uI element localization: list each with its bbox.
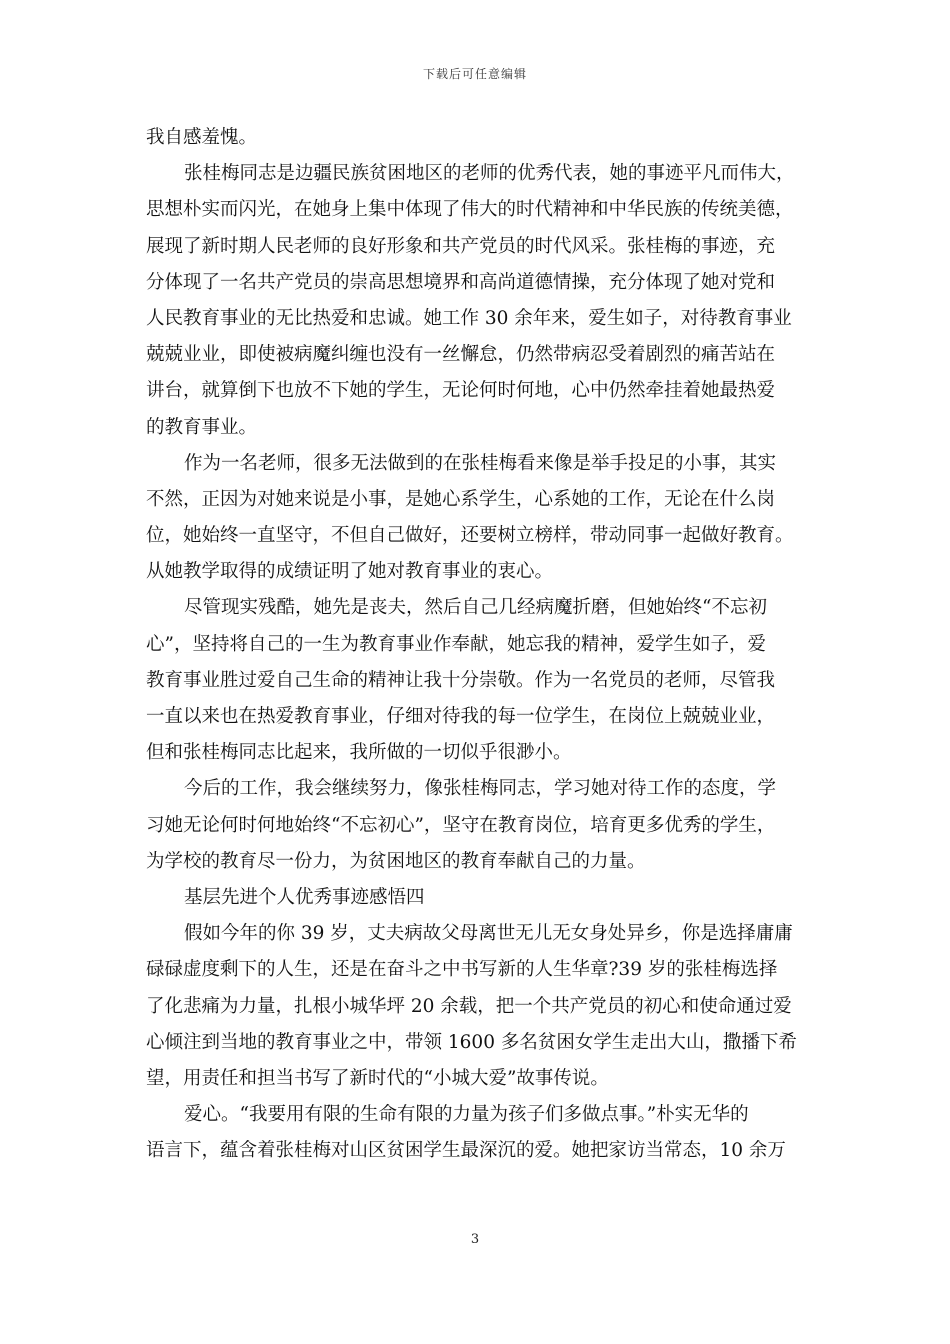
text-line: 从她教学取得的成绩证明了她对教育事业的衷心。 xyxy=(146,561,554,583)
paragraph-zhang-representative xyxy=(146,156,828,446)
text-line: 不然，正因为对她来说是小事，是她心系学生，心系她的工作，无论在什么岗 xyxy=(146,488,776,510)
text-line: 张桂梅同志是边疆民族贫困地区的老师的优秀代表，她的事迹平凡而伟大， xyxy=(184,163,795,185)
text-line: 语言下，蕴含着张桂梅对山区贫困学生最深沉的爱。她把家访当常态，10 余万 xyxy=(146,1140,786,1162)
text-line: 分体现了一名共产党员的崇高思想境界和高尚道德情操，充分体现了她对党和 xyxy=(146,271,776,293)
text-line: 爱心。“我要用有限的生命有限的力量为孩子们多做点事。”朴实无华的 xyxy=(184,1104,749,1126)
text-line: 兢兢业业，即使被病魔纠缠也没有一丝懈怠，仍然带病忍受着剧烈的痛苦站在 xyxy=(146,344,776,366)
text-line: 尽管现实残酷，她先是丧夫，然后自己几经病魔折磨，但她始终“不忘初 xyxy=(184,597,767,619)
paragraph-future-work xyxy=(146,771,828,880)
paragraph-harsh-reality xyxy=(146,590,828,771)
paragraph-if-you-were-39 xyxy=(146,916,828,1097)
text-line: 我自感羞愧。 xyxy=(146,127,258,148)
text-line: 习她无论何时何地始终“不忘初心”，坚守在教育岗位，培育更多优秀的学生， xyxy=(146,814,776,836)
text-line: 为学校的教育尽一份力，为贫困地区的教育奉献自己的力量。 xyxy=(146,850,646,872)
text-line: 人民教育事业的无比热爱和忠诚。她工作 30 余年来，爱生如子，对待教育事业 xyxy=(146,307,792,329)
section-heading xyxy=(146,880,828,916)
text-line: 的教育事业。 xyxy=(146,416,258,438)
text-line: 位，她始终一直坚守，不但自己做好，还要树立榜样，带动同事一起做好教育。 xyxy=(146,525,794,547)
text-line: 但和张桂梅同志比起来，我所做的一切似乎很渺小。 xyxy=(146,742,572,764)
heading-text: 基层先进个人优秀事迹感悟四 xyxy=(184,886,425,908)
text-line: 了化悲痛为力量，扎根小城华坪 20 余载，把一个共产党员的初心和使命通过爱 xyxy=(146,995,792,1017)
text-line: 心”，坚持将自己的一生为教育事业作奉献，她忘我的精神，爱学生如子，爱 xyxy=(146,633,766,655)
text-line: 作为一名老师，很多无法做到的在张桂梅看来像是举手投足的小事，其实 xyxy=(184,452,777,474)
text-line: 今后的工作，我会继续努力，像张桂梅同志，学习她对待工作的态度，学 xyxy=(184,778,777,800)
text-line: 碌碌虚度剩下的人生，还是在奋斗之中书写新的人生华章?39 岁的张桂梅选择 xyxy=(146,959,778,981)
text-line: 教育事业胜过爱自己生命的精神让我十分崇敬。作为一名党员的老师，尽管我 xyxy=(146,669,776,691)
text-line: 望，用责任和担当书写了新时代的“小城大爱”故事传说。 xyxy=(146,1067,609,1089)
text-line: 讲台，就算倒下也放不下她的学生，无论何时何地，心中仍然牵挂着她最热爱 xyxy=(146,380,776,402)
page-header: 下载后可任意编辑 xyxy=(422,67,527,81)
text-line: 展现了新时期人民老师的良好形象和共产党员的时代风采。张桂梅的事迹，充 xyxy=(146,235,776,257)
text-line: 思想朴实而闪光，在她身上集中体现了伟大的时代精神和中华民族的传统美德， xyxy=(146,199,794,221)
paragraph-as-a-teacher xyxy=(146,446,828,591)
document-body xyxy=(146,120,828,1169)
paragraph-love xyxy=(146,1097,828,1169)
text-line: 假如今年的你 39 岁，丈夫病故父母离世无儿无女身处异乡，你是选择庸庸 xyxy=(184,923,793,945)
page-number: 3 xyxy=(470,1232,480,1247)
text-line: 一直以来也在热爱教育事业，仔细对待我的每一位学生，在岗位上兢兢业业， xyxy=(146,706,776,727)
text-line: 心倾注到当地的教育事业之中，带领 1600 多名贫困女学生走出大山，撒播下希 xyxy=(146,1031,797,1053)
paragraph-continuation xyxy=(146,120,828,156)
